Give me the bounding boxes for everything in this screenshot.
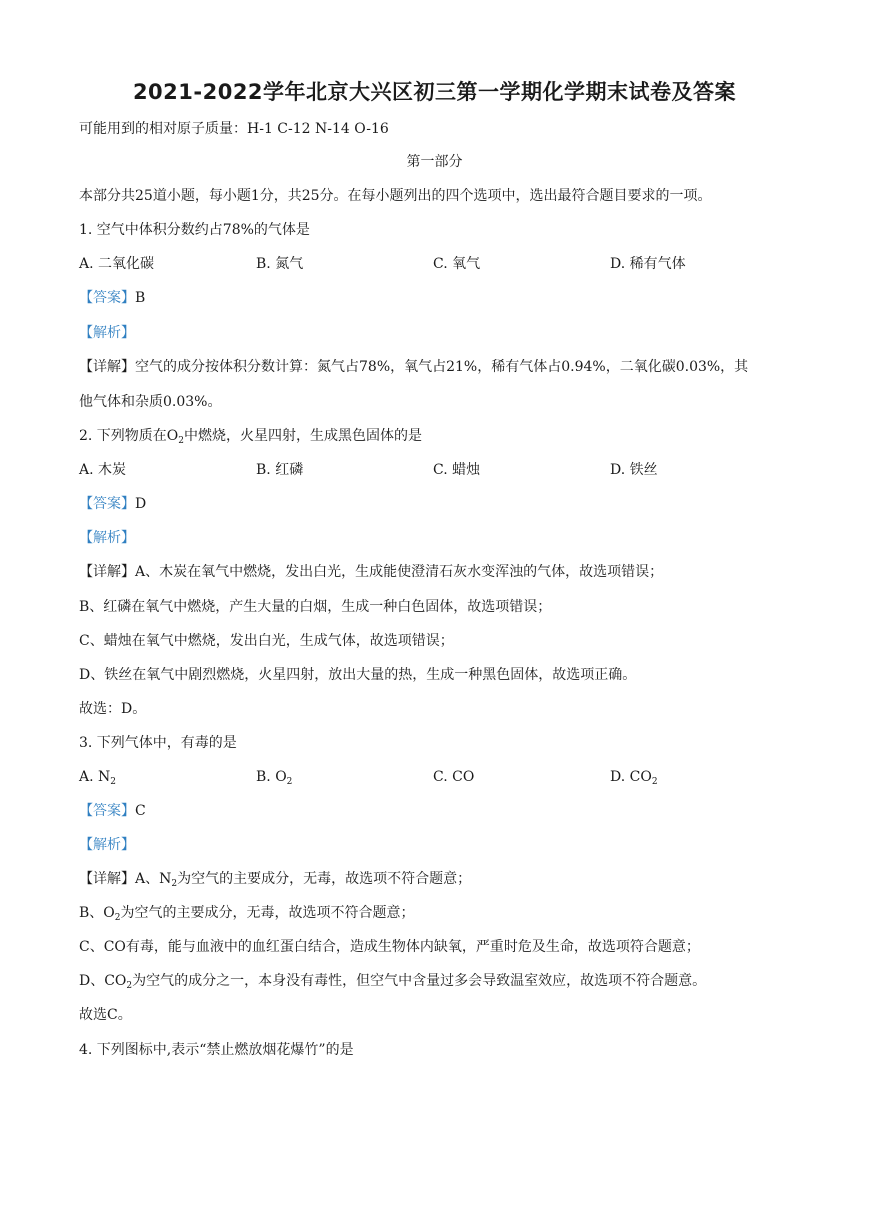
q3-option-c: C. CO xyxy=(433,769,475,785)
q2-detail-a xyxy=(79,562,663,582)
part-heading: 第一部分 xyxy=(406,154,463,170)
q2-detail-b: B、红磷在氧气中燃烧，产生大量的白烟，生成一种白色固体，故选项错误； xyxy=(79,599,552,615)
q3-option-d xyxy=(610,767,658,792)
q1-detail xyxy=(79,357,748,377)
q3-detail-d xyxy=(79,971,706,996)
q3-analysis-label: 【解析】 xyxy=(79,837,135,853)
document-title: 2021-2022学年北京大兴区初三第一学期化学期末试卷及答案 xyxy=(132,80,737,104)
q3-option-d-text: D. CO xyxy=(610,769,652,785)
q3-detail-b-sub: 2 xyxy=(114,913,121,923)
detail-label: 【详解】 xyxy=(79,359,135,375)
q1-question: 1. 空气中体积分数约占78%的气体是 xyxy=(79,222,310,238)
q3-conclusion: 故选C。 xyxy=(79,1007,132,1023)
answer-label: 【答案】 xyxy=(79,496,135,512)
q1-detail-text-1: 空气的成分按体积分数计算：氮气占78%，氧气占21%，稀有气体占0.94%，二氧化碳0.03%，其 xyxy=(135,359,749,375)
q3-detail-b xyxy=(79,903,415,928)
q2-question-post: 中燃烧，火星四射，生成黑色固体的是 xyxy=(184,428,423,444)
q3-answer-value: C xyxy=(135,803,146,819)
q3-option-b-text: B. O xyxy=(256,769,287,785)
q2-detail-d: D、铁丝在氧气中剧烈燃烧，火星四射，放出大量的热，生成一种黑色固体，故选项正确。 xyxy=(79,667,637,683)
q1-option-b: B. 氮气 xyxy=(256,256,304,272)
q1-answer-value: B xyxy=(135,290,146,306)
q2-conclusion: 故选：D。 xyxy=(79,701,147,717)
q2-question-sub: 2 xyxy=(178,436,185,446)
q1-option-d: D. 稀有气体 xyxy=(610,256,686,272)
q2-analysis-label: 【解析】 xyxy=(79,530,135,546)
q3-option-a-text: A. N xyxy=(79,769,111,785)
q3-question: 3. 下列气体中，有毒的是 xyxy=(79,735,237,751)
q2-question-pre: 2. 下列物质在O xyxy=(79,428,179,444)
detail-label: 【详解】 xyxy=(79,564,135,580)
answer-label: 【答案】 xyxy=(79,803,135,819)
q3-detail-b-pre: B、O xyxy=(79,905,115,921)
q2-option-d: D. 铁丝 xyxy=(610,462,658,478)
q3-detail-d-sub: 2 xyxy=(126,981,133,991)
atomic-mass-line: 可能用到的相对原子质量：H-1 C-12 N-14 O-16 xyxy=(79,121,389,137)
q3-option-a-sub: 2 xyxy=(110,777,116,787)
q3-option-d-sub: 2 xyxy=(651,777,658,787)
q3-option-b xyxy=(256,767,292,792)
q3-detail-a-sub: 2 xyxy=(171,879,178,889)
q1-option-a: A. 二氧化碳 xyxy=(79,256,155,272)
q2-detail-a-text: A、木炭在氧气中燃烧，发出白光，生成能使澄清石灰水变浑浊的气体，故选项错误； xyxy=(135,564,664,580)
q3-option-b-sub: 2 xyxy=(286,777,293,787)
q3-detail-a-post: 为空气的主要成分，无毒，故选项不符合题意； xyxy=(177,871,472,887)
q2-option-c: C. 蜡烛 xyxy=(433,462,481,478)
q3-answer xyxy=(79,801,146,821)
q3-detail-a xyxy=(79,869,471,894)
q3-detail-c: C、CO有毒，能与血液中的血红蛋白结合，造成生物体内缺氧，严重时危及生命，故选项符合题意； xyxy=(79,939,700,955)
q2-option-a: A. 木炭 xyxy=(79,462,127,478)
answer-label: 【答案】 xyxy=(79,290,135,306)
detail-label: 【详解】 xyxy=(79,871,135,887)
q3-detail-a-pre: A、N xyxy=(135,871,172,887)
q3-option-a xyxy=(79,767,116,792)
q3-detail-d-post: 为空气的成分之一，本身没有毒性，但空气中含量过多会导致温室效应，故选项不符合题意。 xyxy=(132,973,707,989)
q2-option-b: B. 红磷 xyxy=(256,462,304,478)
q4-question: 4. 下列图标中,表示“禁止燃放烟花爆竹”的是 xyxy=(79,1042,354,1058)
q2-question xyxy=(79,426,422,451)
q3-detail-b-post: 为空气的主要成分，无毒，故选项不符合题意； xyxy=(120,905,415,921)
q3-detail-d-pre: D、CO xyxy=(79,973,127,989)
instructions: 本部分共25道小题，每小题1分，共25分。在每小题列出的四个选项中，选出最符合题目要求的一项。 xyxy=(79,188,712,204)
q1-analysis-label: 【解析】 xyxy=(79,325,135,341)
q2-answer-value: D xyxy=(135,496,147,512)
q1-answer xyxy=(79,288,145,308)
q1-option-c: C. 氧气 xyxy=(433,256,481,272)
q1-detail-text-2: 他气体和杂质0.03%。 xyxy=(79,394,222,410)
q2-answer xyxy=(79,494,146,514)
q2-detail-c: C、蜡烛在氧气中燃烧，发出白光，生成气体，故选项错误； xyxy=(79,633,454,649)
